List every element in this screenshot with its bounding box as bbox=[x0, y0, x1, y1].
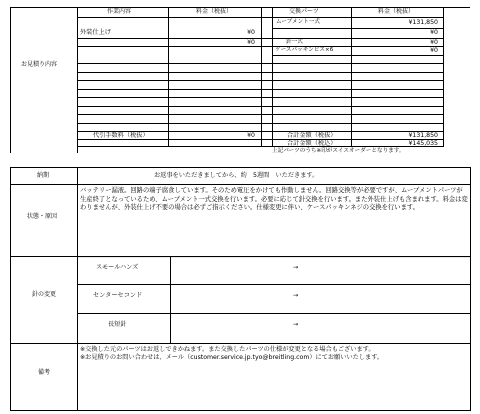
hands-row-name: 長短針 bbox=[108, 321, 127, 328]
delivery-label: 納期 bbox=[37, 172, 50, 179]
delivery-text: お返事をいただきましてから、約 5週間 いただきます。 bbox=[154, 172, 319, 179]
total-in-tax-label: 合計金額（税込） bbox=[287, 140, 337, 147]
divider bbox=[77, 284, 471, 285]
divider bbox=[273, 28, 444, 29]
cod-fee-value: ¥0 bbox=[247, 132, 255, 139]
hands-spacer-row bbox=[78, 257, 470, 258]
work-item: 外装仕上げ bbox=[80, 29, 111, 36]
hands-row-name: スモールハンズ bbox=[96, 264, 139, 271]
part-name: ムーブメント一式 bbox=[276, 19, 320, 25]
divider bbox=[77, 46, 444, 47]
part-fee: ¥131,850 bbox=[408, 19, 438, 26]
part-fee: ¥0 bbox=[430, 39, 438, 46]
part-fee: ¥0 bbox=[430, 29, 438, 36]
hands-row-arrow: → bbox=[293, 264, 299, 271]
divider bbox=[77, 114, 444, 115]
divider bbox=[77, 106, 444, 107]
divider bbox=[170, 256, 171, 343]
divider bbox=[77, 146, 444, 147]
condition-label: 状態・原因 bbox=[27, 213, 58, 220]
cod-fee-label: 代引手数料（税抜） bbox=[93, 132, 149, 139]
hands-row-name: センターセコンド bbox=[93, 292, 143, 299]
hands-label: 針の変更 bbox=[32, 291, 57, 298]
hands-row-arrow: → bbox=[293, 321, 299, 328]
work-fee: ¥0 bbox=[247, 39, 255, 46]
remarks-line-1: ※交換した元のパーツはお返しできかねます。また交換したパーツの仕様が変更となる場合もございます。 bbox=[80, 346, 375, 353]
divider bbox=[273, 55, 444, 56]
divider bbox=[10, 343, 471, 344]
divider bbox=[168, 7, 169, 146]
divider bbox=[77, 17, 444, 18]
estimate-section-label: お見積り内容 bbox=[21, 61, 58, 68]
total-ex-tax-label: 合計金額（税抜） bbox=[287, 132, 337, 139]
work-fee: ¥0 bbox=[247, 29, 255, 36]
hands-row-arrow: → bbox=[293, 292, 299, 299]
divider bbox=[77, 72, 444, 73]
remarks-label: 備考 bbox=[38, 369, 51, 376]
total-ex-tax-value: ¥131,850 bbox=[408, 132, 438, 139]
remarks-line-2: ※お見積りのお問い合わせは、メール（customer.service.jp.tyo@breitling.com）にてお願いいたします。 bbox=[80, 354, 384, 361]
part-name: 針一式 bbox=[286, 39, 303, 45]
divider bbox=[77, 89, 444, 90]
divider bbox=[10, 7, 11, 153]
divider bbox=[77, 63, 444, 64]
divider bbox=[77, 313, 471, 314]
header-parts-fee: 料金（税抜） bbox=[378, 8, 415, 15]
divider bbox=[10, 184, 471, 185]
header-replace-parts: 交換パーツ bbox=[289, 8, 319, 15]
header-work-item: 作業内容 bbox=[107, 8, 132, 15]
total-in-tax-value: ¥145,035 bbox=[408, 140, 438, 147]
divider bbox=[77, 123, 444, 124]
condition-text: バッテリー漏液。回路の端子腐食しています。そのため電圧をかけても作動しません。回路交換等が必要ですが、ムーブメントパーツが生産終了となっているため、ムーブメント一式交換を行います。必要に応じて針交換を行います。また外装仕上げも含まれます。料金は変わりませんが、外装仕上げ不要の場合は必ずご指示ください。仕様変更に伴い、ケースパッキンネジの交換を行います。 bbox=[80, 187, 468, 212]
swiss-order-note: 上記パーツのうち※印がスイスオーダーとなります。 bbox=[272, 148, 405, 154]
divider bbox=[77, 97, 444, 98]
divider bbox=[77, 80, 444, 81]
part-name: ケースパッキンビス×6 bbox=[275, 47, 334, 53]
divider bbox=[261, 7, 262, 146]
divider bbox=[77, 38, 444, 39]
header-fee: 料金（税抜） bbox=[196, 8, 233, 15]
part-fee: ¥0 bbox=[430, 47, 438, 54]
